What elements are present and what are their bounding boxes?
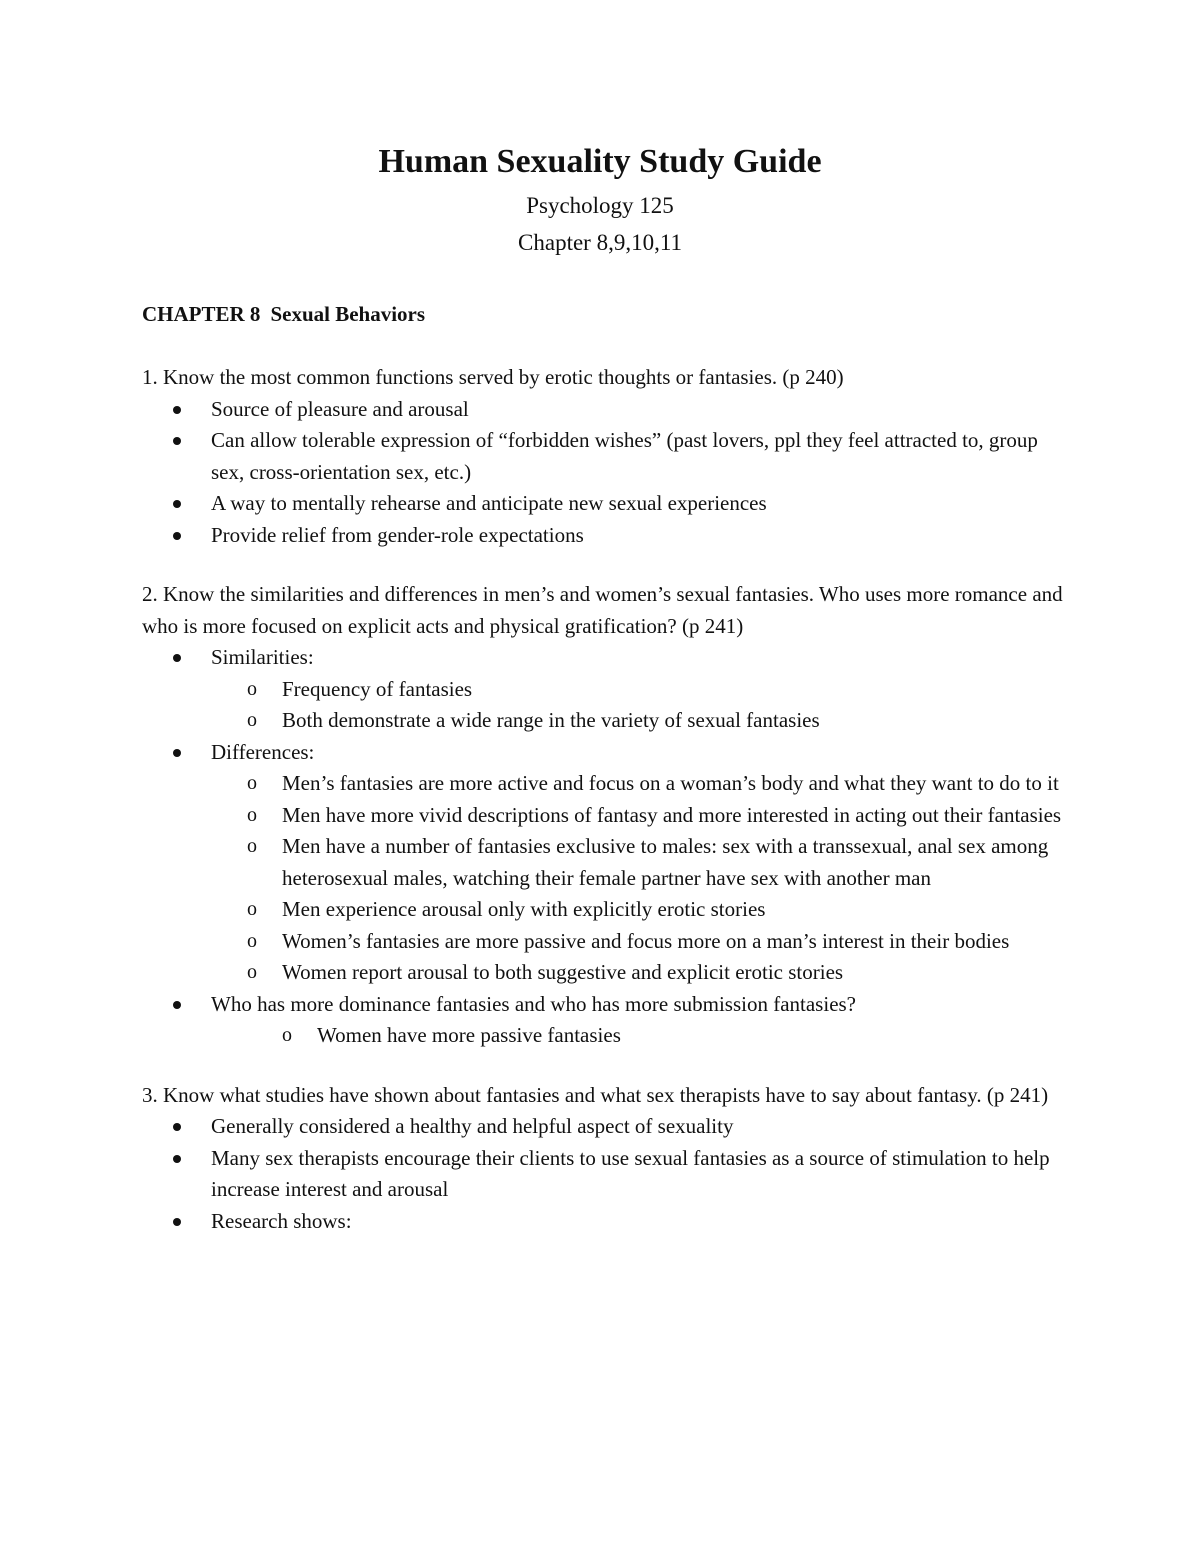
- bullet-icon: [173, 1218, 181, 1226]
- course-name: Psychology 125: [526, 193, 674, 218]
- bullet-icon: [173, 749, 181, 757]
- question-2: 2. Know the similarities and differences in men’s and women’s sexual fantasies. Who uses more romance and who is more focused on explicit acts and physical gratification? (p 241): [142, 582, 1063, 638]
- chapter-name: Sexual Behaviors: [270, 302, 426, 326]
- question-2-answers: [142, 642, 1072, 1052]
- question-3-answers: [142, 1111, 1072, 1237]
- differences-list: [211, 768, 1072, 989]
- list-item: Source of pleasure and arousal: [211, 394, 1072, 426]
- circle-bullet-icon: o: [247, 929, 257, 952]
- circle-bullet-icon: o: [247, 835, 257, 857]
- circle-bullet-icon: o: [247, 677, 257, 700]
- list-item: o Women report arousal to both suggestive and explicit erotic stories: [282, 957, 1072, 989]
- list-item: o Both demonstrate a wide range in the variety of sexual fantasies: [282, 705, 1072, 737]
- chapter-number: CHAPTER 8: [142, 302, 261, 326]
- bullet-icon: [173, 406, 181, 414]
- bullet-icon: [173, 1155, 181, 1163]
- circle-bullet-icon: o: [247, 772, 257, 794]
- circle-bullet-icon: o: [247, 961, 257, 983]
- list-item: Research shows:: [211, 1206, 1072, 1238]
- dominance-list: [211, 1020, 1072, 1052]
- circle-bullet-icon: o: [247, 709, 257, 731]
- similarities-label: Similarities:: [211, 645, 314, 669]
- list-item: A way to mentally rehearse and anticipate new sexual experiences: [211, 488, 1072, 520]
- list-item: [211, 642, 1072, 737]
- chapter-heading: [142, 299, 425, 329]
- bullet-icon: [173, 1123, 181, 1131]
- circle-bullet-icon: o: [247, 898, 257, 920]
- page-title: Human Sexuality Study Guide: [378, 143, 822, 180]
- bullet-icon: [173, 437, 181, 445]
- circle-bullet-icon: o: [282, 1024, 292, 1046]
- list-item: [211, 989, 1072, 1052]
- list-item: [211, 737, 1072, 989]
- differences-label: Differences:: [211, 739, 315, 764]
- dominance-question: Who has more dominance fantasies and who has more submission fantasies?: [211, 991, 857, 1016]
- question-3: 3. Know what studies have shown about fantasies and what sex therapists have to say about fantasy. (p 241): [142, 1082, 1049, 1107]
- list-item: o Men’s fantasies are more active and focus on a woman’s body and what they want to do to it: [282, 768, 1072, 800]
- list-item: Can allow tolerable expression of “forbidden wishes” (past lovers, ppl they feel attracted to, group sex, cross-orientation sex, etc.): [211, 425, 1072, 488]
- bullet-icon: [173, 500, 181, 508]
- question-1-answers: [142, 394, 1072, 552]
- list-item: Provide relief from gender-role expectations: [211, 520, 1072, 552]
- bullet-icon: [173, 532, 181, 540]
- list-item: o Men experience arousal only with explicitly erotic stories: [282, 894, 1072, 926]
- list-item: o Men have more vivid descriptions of fantasy and more interested in acting out their fantasies: [282, 800, 1072, 832]
- bullet-icon: [173, 1001, 181, 1009]
- list-item: o Frequency of fantasies: [282, 674, 1072, 706]
- list-item: o Women’s fantasies are more passive and focus more on a man’s interest in their bodies: [282, 926, 1072, 958]
- question-1: 1. Know the most common functions served by erotic thoughts or fantasies. (p 240): [142, 365, 844, 389]
- chapters-covered: Chapter 8,9,10,11: [518, 230, 682, 255]
- list-item: o Women have more passive fantasies: [317, 1020, 1072, 1052]
- list-item: o Men have a number of fantasies exclusive to males: sex with a transsexual, anal sex among heterosexual males, watching their female partner have sex with another man: [282, 831, 1072, 894]
- study-guide-body: [142, 362, 1072, 1237]
- similarities-list: [211, 674, 1072, 737]
- list-item: Many sex therapists encourage their clients to use sexual fantasies as a source of stimulation to help increase interest and arousal: [211, 1143, 1072, 1206]
- circle-bullet-icon: o: [247, 803, 257, 826]
- bullet-icon: [173, 654, 181, 662]
- list-item: Generally considered a healthy and helpful aspect of sexuality: [211, 1111, 1072, 1143]
